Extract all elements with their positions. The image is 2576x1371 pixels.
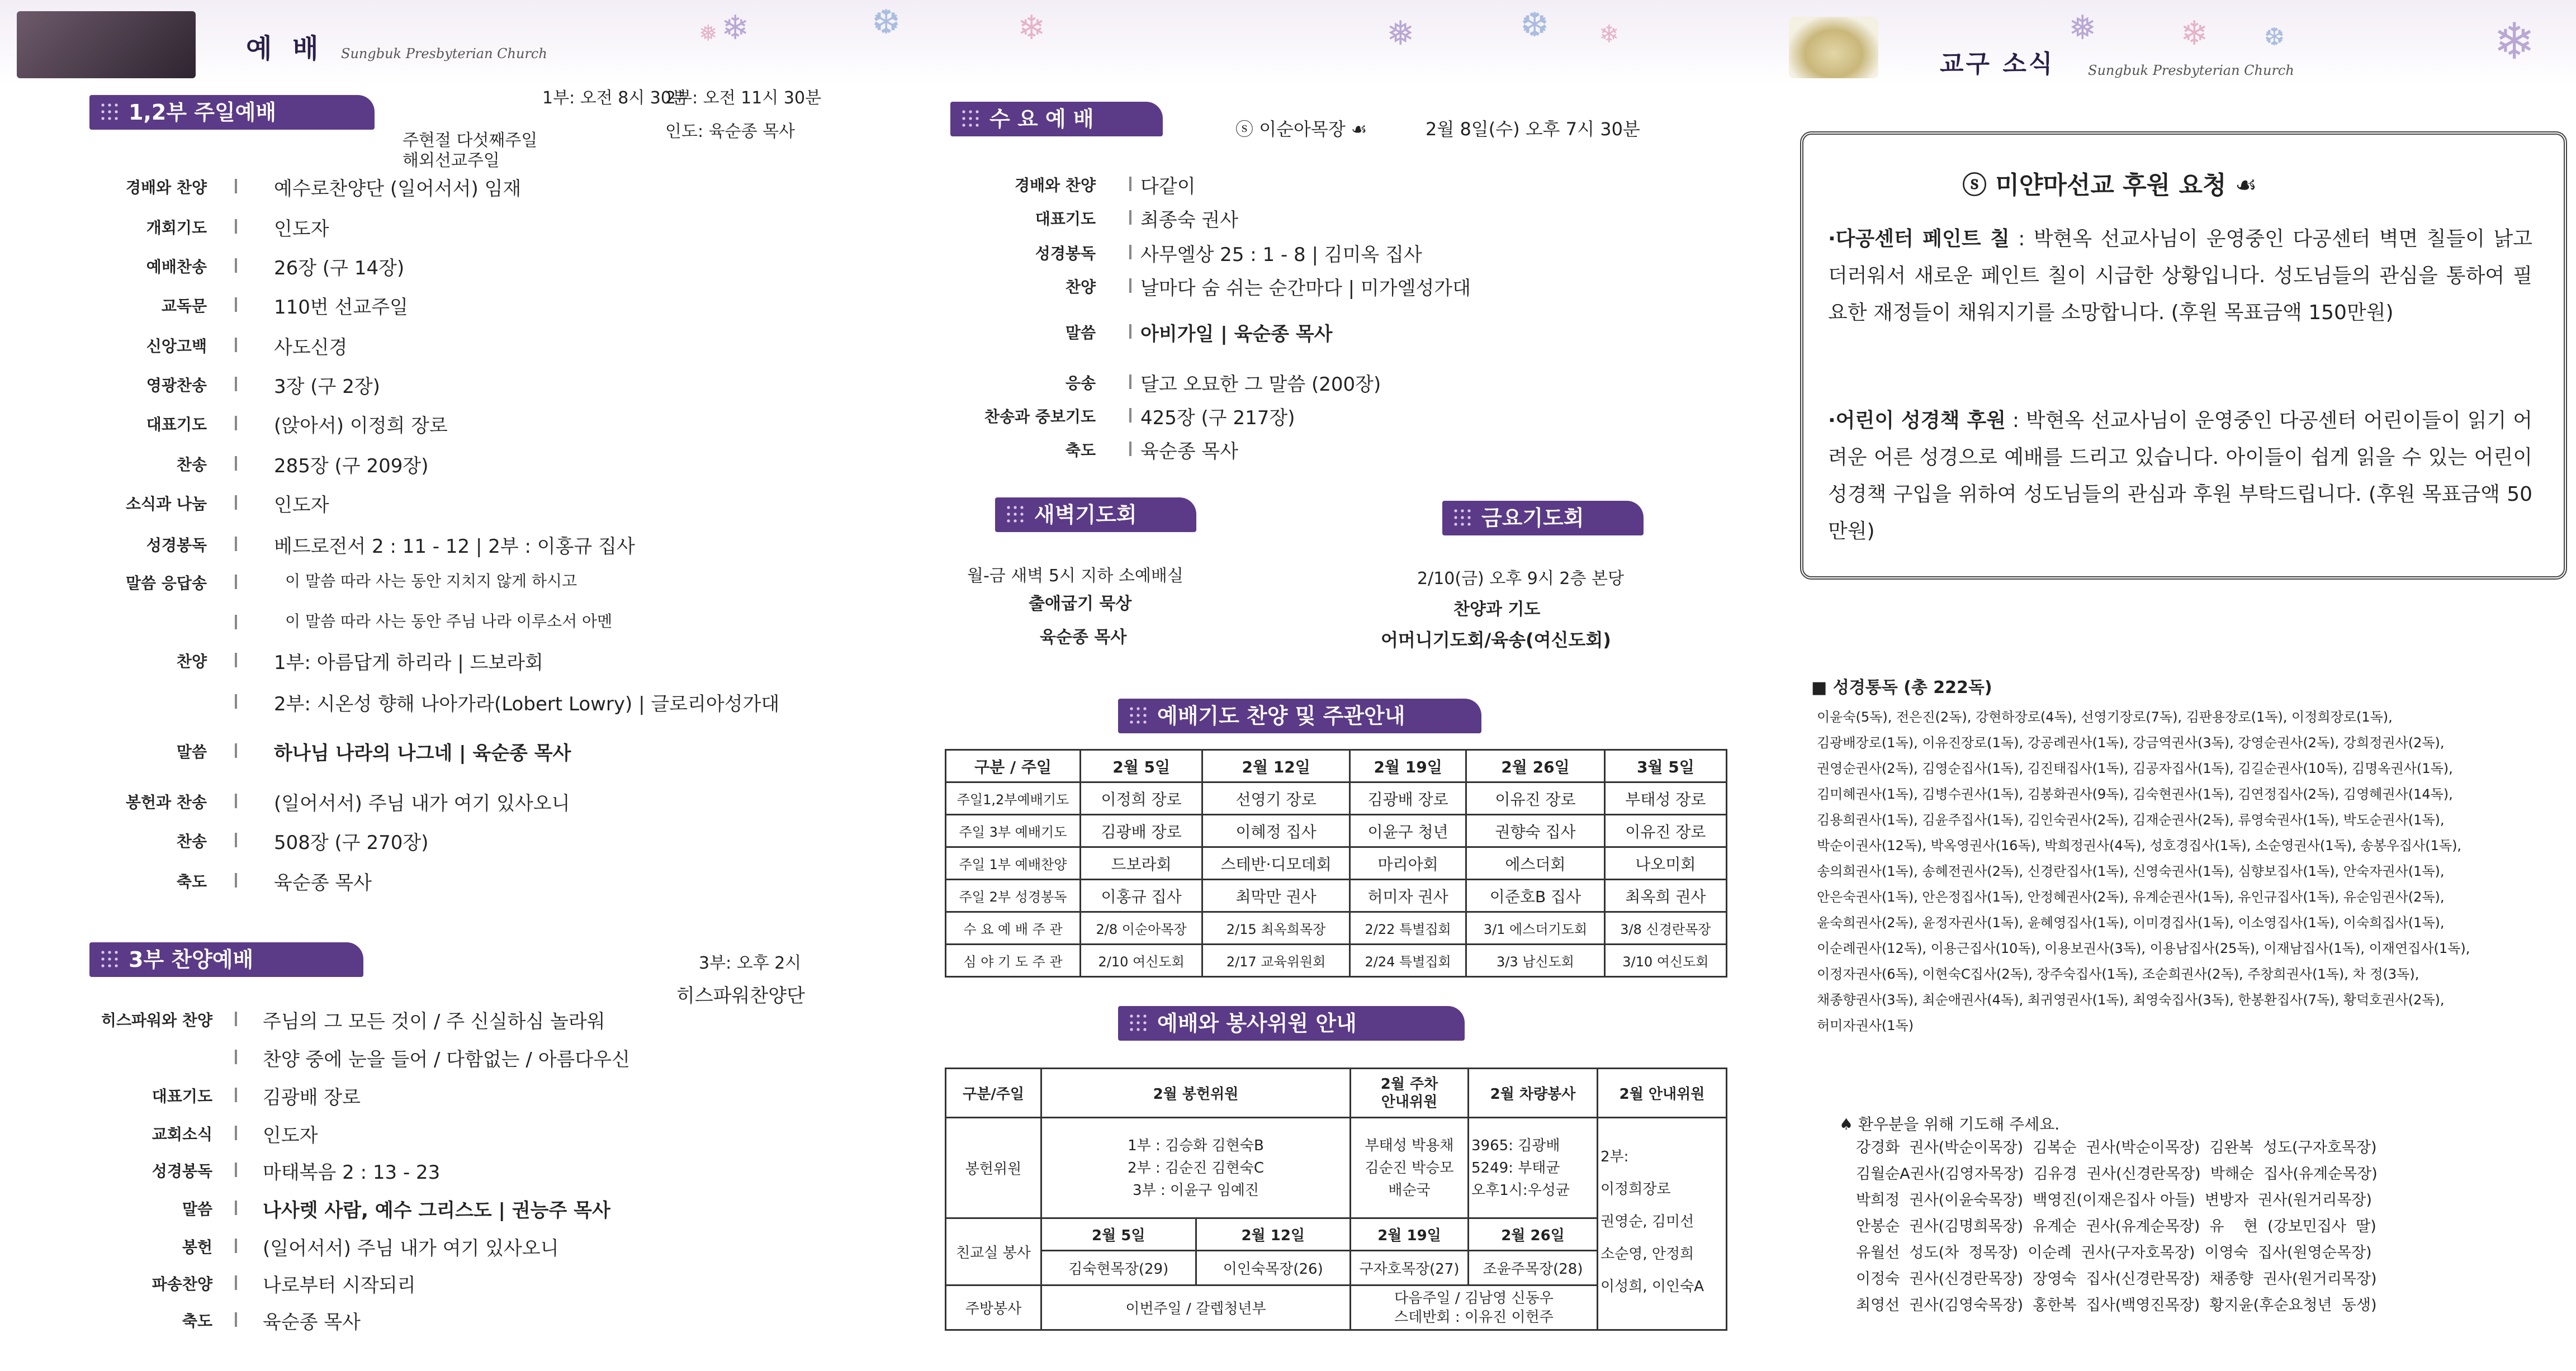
divider [235, 653, 237, 667]
pt-cell: 허미자 권사 [1349, 880, 1466, 912]
vt-header: 2월 봉헌위원 [1041, 1069, 1351, 1118]
vt-parking-cell: 부태성 박용채 김순진 박승모 배순국 [1351, 1118, 1469, 1218]
service12-row-value: 이 말씀 따라 사는 동안 주님 나라 이루소서 아멘 [285, 612, 613, 630]
bible-line: 김광배장로(1독), 이유진장로(1독), 강공례권사(1독), 강금역권사(3독), 강영순권사(2독), 강희정권사(2독), [1817, 735, 2445, 751]
pt-cell: 3/8 신경란목장 [1604, 912, 1726, 945]
pt-row-label: 심 야 기 도 주 관 [946, 945, 1081, 977]
divider [235, 377, 237, 391]
candle-photo [17, 11, 196, 78]
bible-line: 권영순권사(2독), 김영순집사(1독), 김진태집사(1독), 김공자집사(1독), 김길순권사(10독), 김명옥권사(1독), [1817, 761, 2453, 776]
divider [1129, 374, 1131, 389]
pt-row-label: 주일 1부 예배찬양 [946, 847, 1081, 880]
service3-row-label: 성경봉독 [151, 1162, 212, 1180]
church-script: Sungbuk Presbyterian Church [2088, 63, 2294, 78]
dawn-line3: 육순종 목사 [1040, 628, 1127, 647]
vt-header: 2월 안내위원 [1598, 1069, 1727, 1118]
service12-row-label: 찬양 [176, 652, 207, 671]
service12-row-value: 사도신경 [274, 336, 348, 359]
pt-cell: 3/1 에스더기도회 [1466, 912, 1604, 945]
vt-kitchen-a: 이번주일 / 갈렙청년부 [1041, 1285, 1351, 1330]
bible-line: 박순이권사(12독), 박옥영권사(16독), 박희정권사(4독), 성호경집사(1독), 소순영권사(1독), 송봉우집사(1독), [1817, 838, 2462, 853]
service12-row-value: 예수로찬양단 (일어서서) 임재 [274, 178, 522, 200]
snowflake-icon: ❅ [1386, 14, 1415, 53]
pt-cell: 2/15 최옥희목장 [1202, 912, 1350, 945]
vt-date: 2월 26일 [1469, 1218, 1598, 1251]
service12-banner: 1,2부 주일예배 [89, 95, 375, 130]
wed-row-label: 경배와 찬양 [1015, 176, 1096, 194]
vt-guide-cell: 2부: 이정희장로 권영순, 김미선 소순영, 안정희 이성희, 이인숙A [1598, 1118, 1727, 1330]
dawn-banner: 새벽기도회 [995, 497, 1196, 532]
pt-cell: 2/24 특별집회 [1349, 945, 1466, 977]
wed-banner: 수 요 예 배 [950, 102, 1163, 136]
divider [235, 416, 237, 430]
pt-cell: 부태성 장로 [1604, 782, 1726, 815]
pt-cell: 이준호B 집사 [1466, 880, 1604, 912]
bible-line: 이정자권사(6독), 이현숙C집사(2독), 장주숙집사(1독), 조순희권사(2독), 주창희권사(1독), 차 정(3독), [1817, 966, 2419, 982]
divider [1129, 442, 1131, 456]
leader: 인도: 육순종 목사 [665, 122, 795, 141]
service12-row-label: 영광찬송 [146, 376, 207, 395]
pt-cell: 이유진 장로 [1604, 815, 1726, 847]
divider [235, 1163, 237, 1177]
service12-row-value: 인도자 [274, 494, 329, 516]
wed-row-value: 425장 (구 217장) [1140, 407, 1295, 429]
vt-offering-label: 봉헌위원 [946, 1118, 1041, 1218]
bible-list [1817, 704, 2572, 1038]
section-title: 예 배 [246, 33, 324, 64]
pt-row-label: 수 요 예 배 주 관 [946, 912, 1081, 945]
divider [235, 1201, 237, 1215]
service12-row-value: 1부: 아름답게 하리라 | 드보라회 [274, 652, 543, 674]
snowflake-icon: ❅ [699, 21, 718, 46]
service3-row-value: 나사렛 사람, 예수 그리스도 | 권능주 목사 [263, 1199, 610, 1222]
service3-row-label: 축도 [182, 1312, 212, 1330]
pt-header: 2월 12일 [1202, 750, 1350, 782]
service3-row-value: 인도자 [263, 1125, 318, 1147]
divider [1129, 408, 1131, 423]
divider [235, 694, 237, 709]
pt-cell: 2/10 여신도회 [1081, 945, 1202, 977]
pt-header: 2월 26일 [1466, 750, 1604, 782]
wed-row-label: 말씀 [1065, 324, 1096, 342]
prayer-line: 안봉순 권사(김명희목장) 유계순 권사(유계순목장) 유 현 (강보민집사 딸) [1856, 1218, 2376, 1235]
service12-row-value: 베드로전서 2 : 11 - 12 | 2부 : 이홍규 집사 [274, 535, 635, 558]
divider [235, 575, 237, 589]
prayer-table-banner: 예배기도 찬양 및 주관안내 [1118, 699, 1481, 733]
vt-vehicle-cell: 3965: 김광배 5249: 부태균 오후1시:우성균 [1469, 1118, 1598, 1218]
snowflake-icon: ❄ [2180, 14, 2209, 53]
divider [235, 338, 237, 352]
divider [235, 1275, 237, 1290]
service3-row-value: 주님의 그 모든 것이 / 주 신실하심 놀라워 [263, 1011, 605, 1033]
service12-row-value: (일어서서) 주님 내가 여기 있사오니 [274, 793, 570, 815]
church-script: Sungbuk Presbyterian Church [341, 46, 547, 61]
divider [235, 495, 237, 510]
wed-row-label: 대표기도 [1035, 210, 1096, 228]
divider [1129, 210, 1131, 225]
service3-row-label: 히스파워와 찬양 [101, 1011, 212, 1030]
prayer-line: 강경화 권사(박순이목장) 김복순 권사(박순이목장) 김완복 성도(구자호목장) [1856, 1139, 2377, 1156]
bible-line: 김미혜권사(1독), 김병수권사(1독), 김봉화권사(9독), 김숙현권사(1독), 김연정집사(2독), 김영혜권사(14독), [1817, 786, 2453, 802]
pt-cell: 스테반·디모데회 [1202, 847, 1350, 880]
pt-cell: 이홍규 집사 [1081, 880, 1202, 912]
divider [235, 743, 237, 758]
pt-cell: 최옥희 권사 [1604, 880, 1726, 912]
divider [235, 456, 237, 471]
divider [235, 179, 237, 193]
prayer-line: 이정숙 권사(신경란목장) 장영숙 집사(신경란목장) 채종향 권사(원거리목장) [1856, 1270, 2377, 1288]
pt-cell: 3/3 남신도회 [1466, 945, 1604, 977]
divider [235, 537, 237, 551]
service12-subtitle2: 해외선교주일 [402, 151, 500, 170]
vt-cafe-value: 구자호목장(27) [1351, 1251, 1469, 1285]
time-1: 1부: 오전 8시 30분 [542, 88, 688, 108]
mission-paragraph-2: ·어린이 성경책 후원 : 박현옥 선교사님이 운영중인 다공센터 어린이들이 읽기 어려운 어른 성경으로 예배를 드리고 있습니다. 아이들이 쉽게 읽을 수 있는 어린이 성경책 구입을 위하여 성도님들의 관심과 후원 부탁드립니다. (후원 목표금액 50만원) [1828, 409, 2532, 543]
pt-cell: 권향숙 집사 [1466, 815, 1604, 847]
prayer-list [1856, 1135, 2572, 1318]
prayer-line: 최영선 권사(김영숙목장) 홍한복 집사(백영진목장) 황지윤(후순요청년 동생) [1856, 1297, 2377, 1314]
pt-cell: 이윤구 청년 [1349, 815, 1466, 847]
vt-kitchen-label: 주방봉사 [946, 1285, 1041, 1330]
service3-row-value: 김광배 장로 [263, 1087, 361, 1109]
wed-time: 2월 8일(수) 오후 7시 30분 [1426, 118, 1640, 140]
service12-row-label: 말씀 [176, 743, 207, 761]
wed-preacher: ⓢ 이순아목장 ☙ [1235, 118, 1367, 140]
service12-row-value: 하나님 나라의 나그네 | 육순종 목사 [274, 742, 571, 765]
service12-row-label: 봉헌과 찬송 [126, 793, 207, 812]
pt-cell: 이유진 장로 [1466, 782, 1604, 815]
service12-row-label: 찬송 [176, 456, 207, 474]
wed-row-value: 육순종 목사 [1140, 440, 1239, 463]
service3-banner: 3부 찬양예배 [89, 942, 363, 977]
bible-line: 허미자권사(1독) [1817, 1018, 1914, 1033]
pt-cell: 2/8 이순아목장 [1081, 912, 1202, 945]
wed-row-value: 아비가일 | 육순종 목사 [1140, 323, 1333, 345]
pt-cell: 이혜정 집사 [1202, 815, 1350, 847]
vt-offering-cell: 1부 : 김승화 김현숙B 2부 : 김순진 김현숙C 3부 : 이윤구 임예진 [1041, 1118, 1351, 1218]
service12-row-label: 경배와 찬양 [126, 178, 207, 197]
pt-row-label: 주일 2부 성경봉독 [946, 880, 1081, 912]
pt-cell: 김광배 장로 [1081, 815, 1202, 847]
service3-row-label: 대표기도 [151, 1087, 212, 1106]
friday-line1: 2/10(금) 오후 9시 2층 본당 [1417, 569, 1624, 589]
wed-row-value: 다같이 [1140, 175, 1196, 198]
divider [235, 297, 237, 312]
service12-row-value: 육순종 목사 [274, 872, 372, 894]
pt-cell: 에스더회 [1466, 847, 1604, 880]
divider [235, 1088, 237, 1102]
service12-subtitle1: 주현절 다섯째주일 [402, 131, 538, 150]
divider [1129, 324, 1131, 339]
service3-leader: 히스파워찬양단 [676, 985, 805, 1007]
service12-row-label: 대표기도 [146, 415, 207, 434]
bible-line: 윤숙희권사(2독), 윤정자권사(1독), 윤혜영집사(1독), 이미경집사(1독), 이소영집사(1독), 이숙희집사(1독), [1817, 915, 2445, 931]
pt-cell: 최막만 권사 [1202, 880, 1350, 912]
service3-row-value: 육순종 목사 [263, 1311, 361, 1334]
friday-line3: 어머니기도회/육송(여신도회) [1381, 629, 1611, 651]
service12-row-value: (앉아서) 이정희 장로 [274, 415, 448, 437]
divider [235, 1239, 237, 1253]
pt-header: 2월 5일 [1081, 750, 1202, 782]
wed-row-value: 날마다 숨 쉬는 순간마다 | 미가엘성가대 [1140, 277, 1471, 300]
vt-cafe-value: 조윤주목장(28) [1469, 1251, 1598, 1285]
service12-row-label: 신앙고백 [146, 337, 207, 355]
wed-row-label: 응송 [1065, 374, 1096, 392]
time-2: 2부: 오전 11시 30분 [665, 88, 822, 108]
wed-row-label: 찬양 [1065, 278, 1096, 296]
wed-row-label: 성경봉독 [1035, 244, 1096, 263]
pt-row-label: 주일1,2부예배기도 [946, 782, 1081, 815]
pt-header: 구분 / 주일 [946, 750, 1081, 782]
service3-row-label: 교회소식 [151, 1125, 212, 1144]
wed-row-value: 달고 오묘한 그 말씀 (200장) [1140, 373, 1381, 396]
service12-row-label: 말씀 응답송 [126, 574, 207, 592]
vt-header: 구분/주일 [946, 1069, 1041, 1118]
prayer-table [945, 749, 1727, 978]
bible-line: 채종향권사(3독), 최순애권사(4독), 최귀영권사(1독), 최영숙집사(3독), 한봉환집사(7독), 황덕호권사(2독), [1817, 992, 2445, 1008]
divider [235, 1126, 237, 1140]
service12-row-label: 성경봉독 [146, 536, 207, 554]
friday-banner: 금요기도회 [1442, 501, 1644, 535]
bible-line: 이순례권사(12독), 이용근집사(10독), 이용보권사(3독), 이용남집사(25독), 이재남집사(1독), 이재연집사(1독), [1817, 941, 2470, 956]
bible-line: 이윤숙(5독), 전은진(2독), 강현하장로(4독), 선영기장로(7독), 김판용장로(1독), 이정희장로(1독), [1817, 709, 2393, 725]
vt-date: 2월 19일 [1351, 1218, 1469, 1251]
service3-row-label: 말씀 [182, 1200, 212, 1218]
wed-row-value: 최종숙 권사 [1140, 209, 1239, 231]
friday-line2: 찬양과 기도 [1453, 600, 1541, 619]
mission-paragraph-1: ·다공센터 페인트 칠 : 박현옥 선교사님이 운영중인 다공센터 벽면 칠들이 낡고 더러워서 새로운 페인트 칠이 시급한 상황입니다. 성도님들의 관심을 통하여 필요한 재정들이 채워지기를 소망합니다. (후원 목표금액 150만원) [1828, 227, 2532, 324]
pt-header: 2월 19일 [1349, 750, 1466, 782]
divider [235, 1312, 237, 1327]
divider [235, 1012, 237, 1026]
service12-row-value: 3장 (구 2장) [274, 376, 380, 398]
service12-row-value: 110번 선교주일 [274, 296, 408, 319]
prayer-line: 유월선 성도(차 정목장) 이순례 권사(구자호목장) 이영숙 집사(원영순목장) [1856, 1244, 2372, 1261]
middle-panel [894, 0, 1733, 1371]
divider [1129, 278, 1131, 293]
bible-line: 김용희권사(1독), 김윤주집사(1독), 김인숙권사(2독), 김재순권사(2독), 류영숙권사(1독), 박도순권사(1독), [1817, 812, 2445, 828]
divider [235, 258, 237, 273]
pt-cell: 드보라회 [1081, 847, 1202, 880]
service12-row-label: 교독문 [161, 297, 207, 315]
service12-row-label: 소식과 나눔 [126, 495, 207, 513]
vt-date: 2월 5일 [1041, 1218, 1196, 1251]
divider [235, 219, 237, 234]
divider [235, 833, 237, 847]
bible-line: 안은숙권사(1독), 안은정집사(1독), 안정혜권사(2독), 유계순권사(1독), 유인규집사(1독), 유순임권사(2독), [1817, 889, 2445, 905]
pt-cell: 2/17 교육위원회 [1202, 945, 1350, 977]
pt-cell: 선영기 장로 [1202, 782, 1350, 815]
service3-row-label: 파송찬양 [151, 1275, 212, 1293]
divider [235, 873, 237, 888]
volunteer-table-banner: 예배와 봉사위원 안내 [1118, 1006, 1465, 1041]
snowflake-icon: ❄ [1599, 20, 1620, 49]
mission-title: ⓢ 미얀마선교 후원 요청 ☙ [1962, 171, 2257, 200]
pt-cell: 김광배 장로 [1349, 782, 1466, 815]
teacup-photo [1789, 17, 1878, 78]
service12-row-label: 찬송 [176, 832, 207, 851]
pt-cell: 2/22 특별집회 [1349, 912, 1466, 945]
service12-row-value: 인도자 [274, 218, 329, 240]
bible-line: 송의희권사(1독), 송혜전권사(2독), 신경란집사(1독), 신영숙권사(1독), 심향보집사(1독), 안숙자권사(1독), [1817, 864, 2445, 879]
pt-cell: 3/10 여신도회 [1604, 945, 1726, 977]
prayer-title: ♠ 환우분을 위해 기도해 주세요. [1839, 1115, 2060, 1133]
wed-row-value: 사무엘상 25 : 1 - 8 | 김미옥 집사 [1140, 244, 1422, 266]
service3-row-value: (일어서서) 주님 내가 여기 있사오니 [263, 1237, 559, 1260]
pt-row-label: 주일 3부 예배기도 [946, 815, 1081, 847]
vt-cafe-value: 이인숙목장(26) [1196, 1251, 1351, 1285]
vt-date: 2월 12일 [1196, 1218, 1351, 1251]
prayer-line: 김월순A권사(김영자목장) 김유경 권사(신경란목장) 박해순 집사(유계순목장) [1856, 1165, 2378, 1183]
snowflake-icon: ❅ [2068, 8, 2097, 48]
service12-row-value: 508장 (구 270장) [274, 832, 429, 854]
service12-row-label: 축도 [176, 872, 207, 891]
service3-row-value: 나로부터 시작되리 [263, 1274, 416, 1297]
service3-row-label: 봉헌 [182, 1238, 212, 1256]
service12-row-value: 2부: 시온성 향해 나아가라(Lobert Lowry) | 글로리아성가대 [274, 693, 780, 715]
wed-row-label: 축도 [1065, 441, 1096, 459]
left-panel [0, 0, 855, 1371]
divider [235, 794, 237, 808]
service12-row-label: 예배찬송 [146, 258, 207, 276]
volunteer-table [945, 1068, 1727, 1331]
vt-header: 2월 주차 안내위원 [1351, 1069, 1469, 1118]
pt-cell: 나오미회 [1604, 847, 1726, 880]
snowflake-icon: ❆ [1521, 6, 1549, 45]
service3-row-value: 찬양 중에 눈을 들어 / 다함없는 / 아름다우신 [263, 1049, 630, 1071]
divider [1129, 177, 1131, 191]
service12-row-value: 285장 (구 209장) [274, 455, 429, 477]
snowflake-icon: ❄ [721, 8, 750, 48]
service12-row-label: 개회기도 [146, 219, 207, 237]
service3-time: 3부: 오후 2시 [699, 953, 802, 973]
service12-row-value: 이 말씀 따라 사는 동안 지치지 않게 하시고 [285, 572, 577, 590]
bible-title: ■ 성경통독 (총 222독) [1811, 678, 1992, 698]
prayer-line: 박희정 권사(이윤숙목장) 백영진(이재은집사 아들) 변방자 권사(원거리목장) [1856, 1192, 2372, 1209]
wed-row-label: 찬송과 중보기도 [984, 407, 1096, 426]
vt-cafe-label: 친교실 봉사 [946, 1218, 1041, 1285]
right-panel [1778, 0, 2576, 1371]
dawn-line2: 출애굽기 묵상 [1029, 594, 1132, 614]
vt-header: 2월 차량봉사 [1469, 1069, 1598, 1118]
service3-row-value: 마태복음 2 : 13 - 23 [263, 1161, 441, 1184]
section-title: 교구 소식 [1940, 50, 2055, 78]
snowflake-icon: ❆ [872, 3, 901, 42]
snowflake-icon: ❆ [2264, 23, 2285, 51]
snowflake-icon: ❄ [2493, 12, 2536, 71]
divider [1129, 245, 1131, 259]
vt-cafe-value: 김숙현목장(29) [1041, 1251, 1196, 1285]
dawn-line1: 월-금 새벽 5시 지하 소예배실 [967, 566, 1183, 586]
pt-header: 3월 5일 [1604, 750, 1726, 782]
snowflake-icon: ❄ [1017, 8, 1046, 48]
pt-cell: 이정희 장로 [1081, 782, 1202, 815]
service12-row-value: 26장 (구 14장) [274, 257, 405, 279]
vt-kitchen-b: 다음주일 / 김남영 신동우 스데반회 : 이유진 이헌주 [1351, 1285, 1598, 1330]
divider [235, 615, 237, 629]
divider [235, 1050, 237, 1064]
pt-cell: 마리아회 [1349, 847, 1466, 880]
